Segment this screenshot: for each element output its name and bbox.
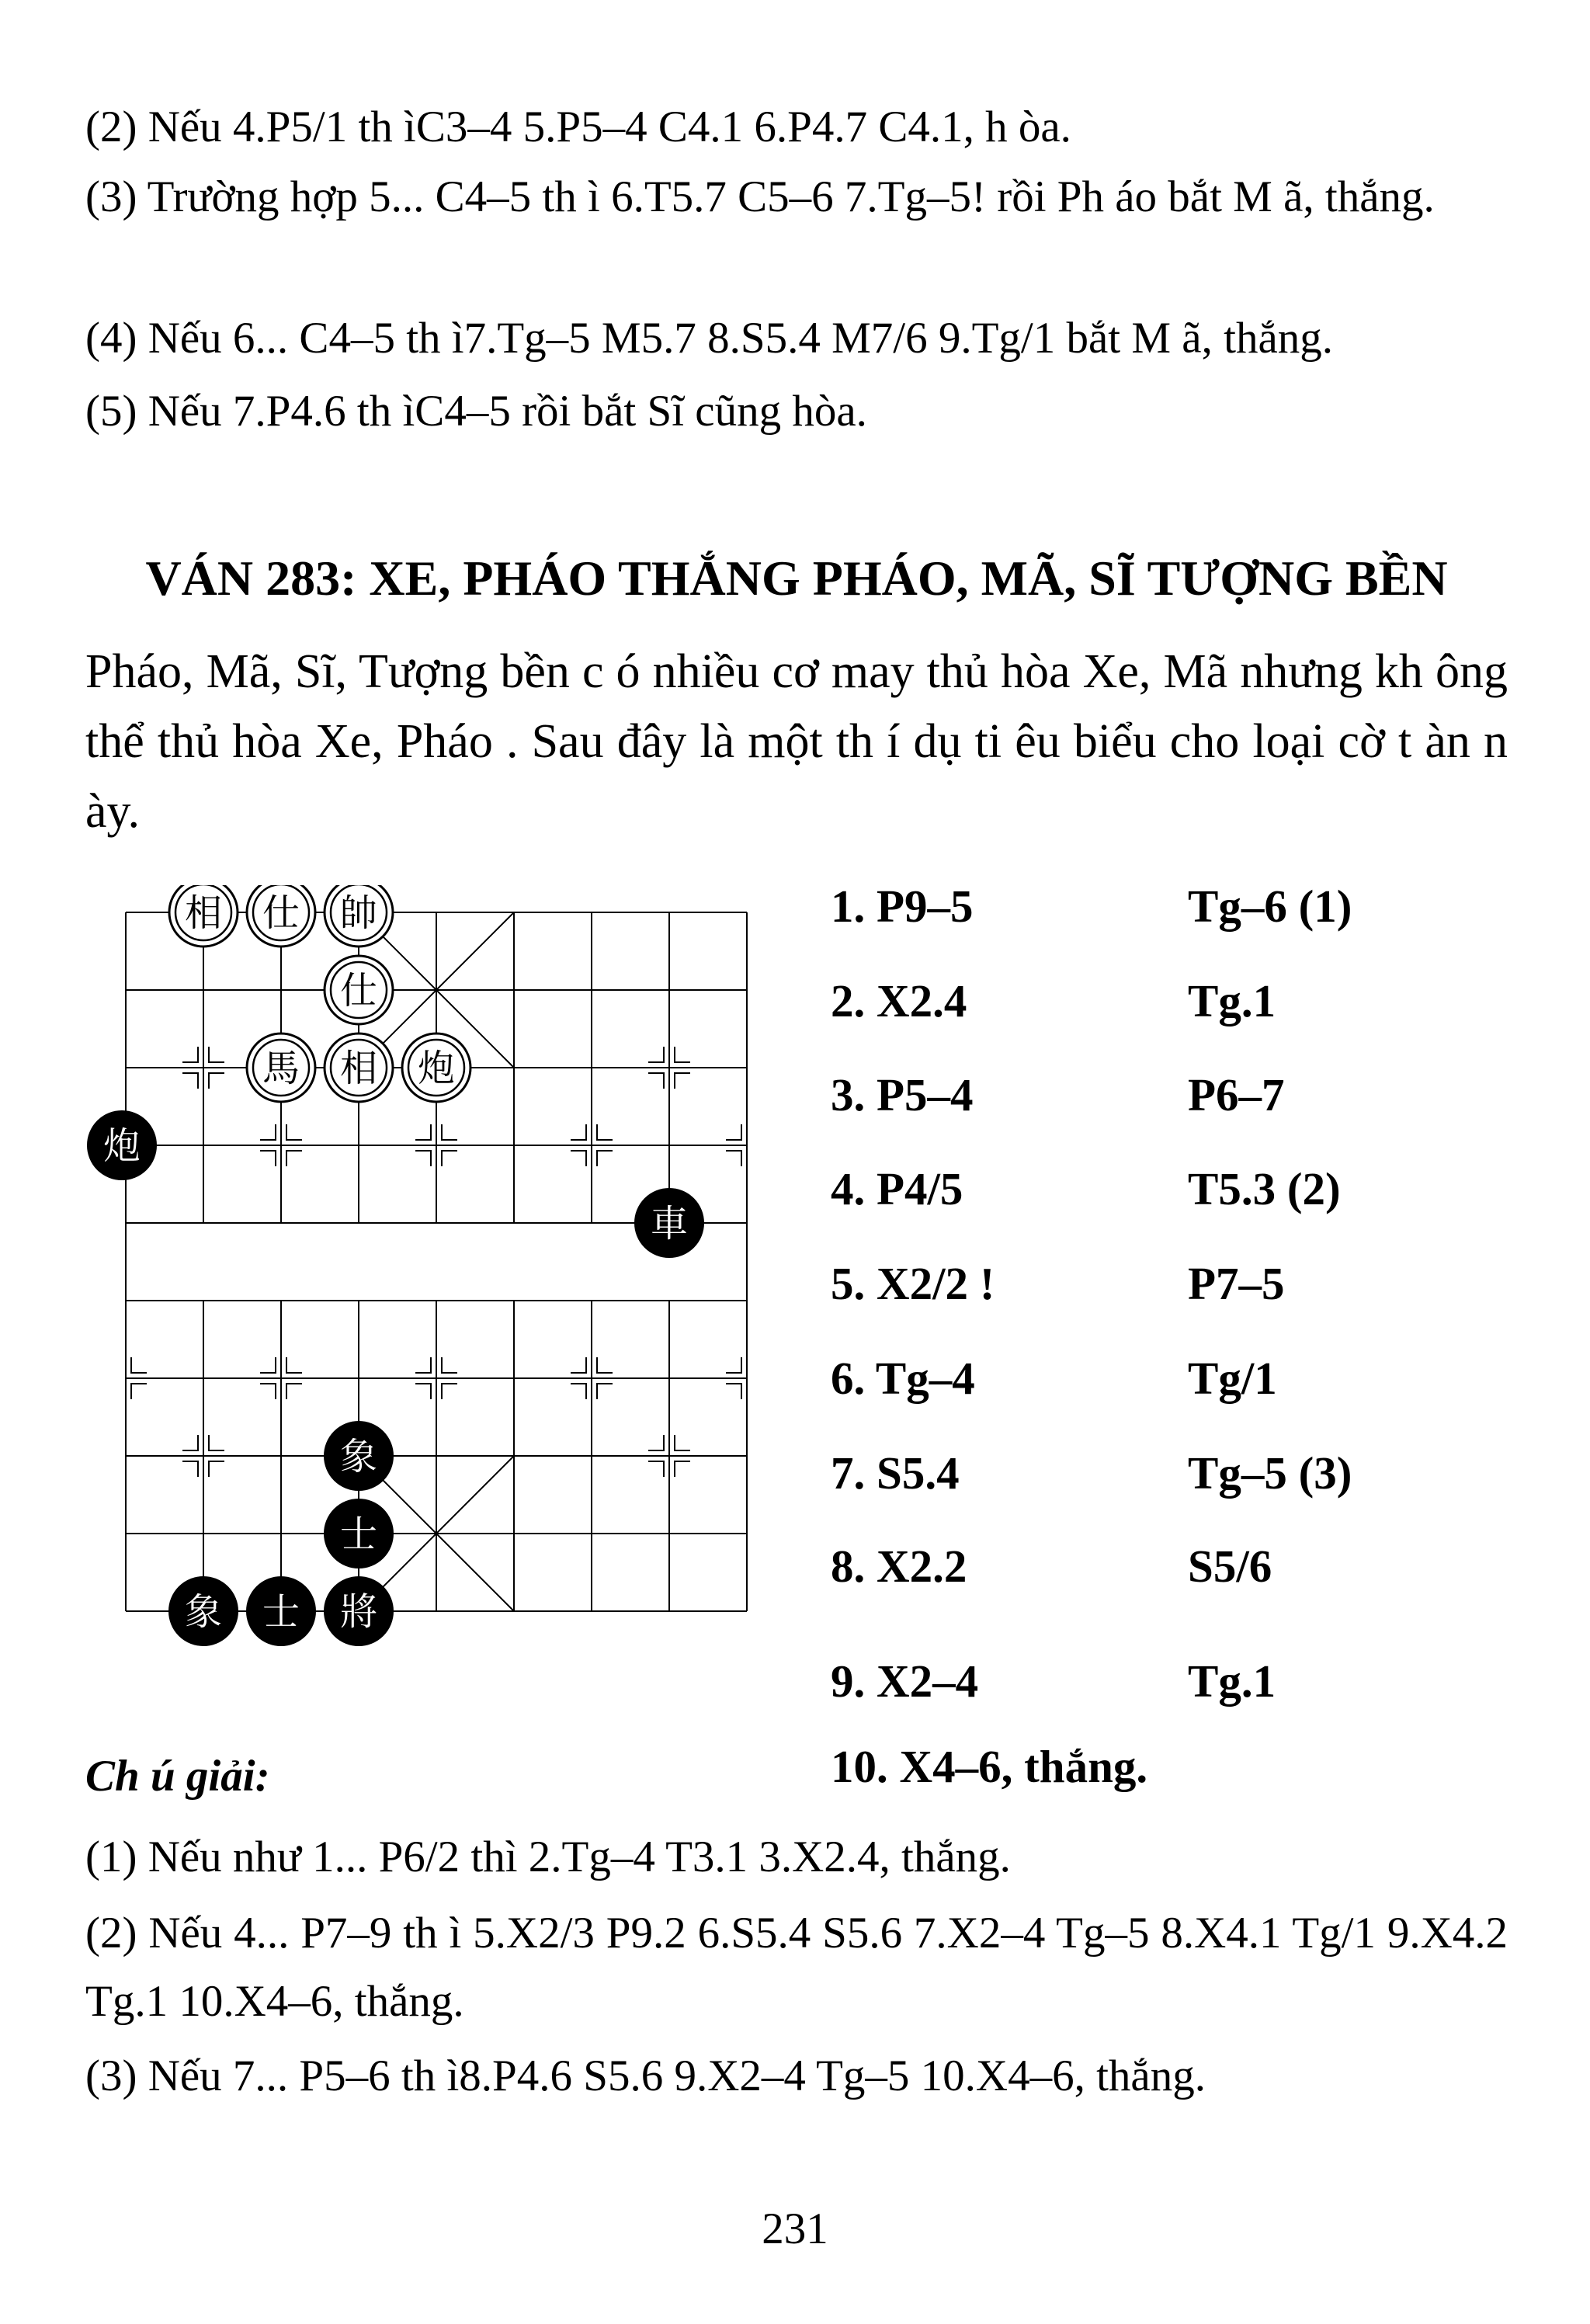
point-marker xyxy=(182,1461,198,1477)
piece-label: 馬 xyxy=(262,1047,300,1090)
game-heading: VÁN 283: XE, PHÁO THẮNG PHÁO, MÃ, SĨ TƯỢNG BỀN xyxy=(145,551,1448,606)
note-bottom-1: (1) Nếu như 1... P6/2 thì 2.Tg–4 T3.1 3.X2.4, thắng. xyxy=(85,1832,1011,1881)
point-marker xyxy=(726,1357,741,1373)
move-black: Tg–6 (1) xyxy=(1188,881,1352,932)
point-marker xyxy=(131,1357,147,1373)
piece-label: 炮 xyxy=(102,1124,141,1168)
piece-label: 士 xyxy=(339,1513,378,1556)
black-piece xyxy=(325,1577,393,1645)
piece-label: 象 xyxy=(339,1435,378,1478)
black-piece xyxy=(635,1189,703,1257)
point-marker xyxy=(415,1357,431,1373)
black-piece xyxy=(325,1422,393,1490)
point-marker xyxy=(675,1047,690,1062)
black-piece xyxy=(169,1577,238,1645)
xiangqi-board xyxy=(78,885,761,1654)
point-marker xyxy=(726,1151,741,1166)
point-marker xyxy=(648,1461,664,1477)
point-marker xyxy=(648,1047,664,1062)
point-marker xyxy=(182,1047,198,1062)
note-top-2: (2) Nếu 4.P5/1 th ìC3–4 5.P5–4 C4.1 6.P4.7 C4.1, h òa. xyxy=(85,102,1071,151)
point-marker xyxy=(726,1384,741,1399)
black-piece xyxy=(88,1111,156,1179)
point-marker xyxy=(597,1124,613,1140)
move-white: 5. X2/2 ! xyxy=(831,1258,995,1309)
point-marker xyxy=(260,1357,276,1373)
black-piece xyxy=(247,1577,315,1645)
move-white: 3. P5–4 xyxy=(831,1069,974,1120)
point-marker xyxy=(675,1073,690,1089)
move-black: Tg.1 xyxy=(1188,975,1276,1027)
point-marker xyxy=(182,1073,198,1089)
note-top-5: (5) Nếu 7.P4.6 th ìC4–5 rồi bắt Sĩ cũng hòa. xyxy=(85,387,867,436)
page-number: 231 xyxy=(762,2204,828,2253)
move-black: Tg/1 xyxy=(1188,1353,1277,1404)
move-black: P6–7 xyxy=(1188,1069,1285,1120)
red-piece xyxy=(402,1033,470,1102)
piece-label: 炮 xyxy=(417,1047,456,1090)
move-white: 6. Tg–4 xyxy=(831,1353,975,1404)
point-marker xyxy=(260,1151,276,1166)
annotations-label: Ch ú giải: xyxy=(85,1752,270,1801)
intro-paragraph: Pháo, Mã, Sĩ, Tượng bền c ó nhiều cơ may thủ hòa Xe, Mã nhưng kh ông thể thủ hòa Xe, Pháo . Sau đây là một th í dụ ti êu biểu cho loại cờ t àn n ày. xyxy=(85,645,1508,838)
move-white: 1. P9–5 xyxy=(831,881,974,932)
note-bottom-2: (2) Nếu 4... P7–9 th ì 5.X2/3 P9.2 6.S5.4 S5.6 7.X2–4 Tg–5 8.X4.1 Tg/1 9.X4.2 Tg.1 10.X4–6, thắng. xyxy=(85,1909,1508,2026)
move-white: 2. X2.4 xyxy=(831,975,967,1027)
piece-label: 帥 xyxy=(339,891,378,935)
piece-label: 將 xyxy=(339,1590,378,1634)
note-top-3: (3) Trường hợp 5... C4–5 th ì 6.T5.7 C5–6 7.Tg–5! rồi Ph áo bắt M ã, thắng. xyxy=(85,172,1435,221)
point-marker xyxy=(726,1124,741,1140)
piece-label: 相 xyxy=(339,1047,378,1090)
point-marker xyxy=(415,1151,431,1166)
point-marker xyxy=(182,1435,198,1450)
point-marker xyxy=(209,1073,224,1089)
move-white: 9. X2–4 xyxy=(831,1655,979,1707)
red-piece xyxy=(247,885,315,947)
note-bottom-3: (3) Nếu 7... P5–6 th ì8.P4.6 S5.6 9.X2–4 Tg–5 10.X4–6, thắng. xyxy=(85,2051,1206,2100)
piece-label: 仕 xyxy=(262,891,300,935)
move-white: 10. X4–6, thắng. xyxy=(831,1741,1148,1792)
move-black: T5.3 (2) xyxy=(1188,1163,1341,1214)
red-piece xyxy=(247,1033,315,1102)
move-black: Tg.1 xyxy=(1188,1655,1276,1707)
point-marker xyxy=(286,1384,302,1399)
red-piece xyxy=(325,885,393,947)
point-marker xyxy=(442,1151,457,1166)
point-marker xyxy=(571,1151,586,1166)
point-marker xyxy=(675,1461,690,1477)
point-marker xyxy=(209,1461,224,1477)
point-marker xyxy=(442,1384,457,1399)
point-marker xyxy=(648,1073,664,1089)
red-piece xyxy=(325,956,393,1024)
move-black: S5/6 xyxy=(1188,1541,1272,1592)
point-marker xyxy=(415,1124,431,1140)
point-marker xyxy=(571,1357,586,1373)
point-marker xyxy=(209,1047,224,1062)
red-piece xyxy=(325,1033,393,1102)
point-marker xyxy=(597,1384,613,1399)
point-marker xyxy=(442,1357,457,1373)
piece-label: 車 xyxy=(650,1202,689,1245)
point-marker xyxy=(260,1384,276,1399)
point-marker xyxy=(209,1435,224,1450)
point-marker xyxy=(286,1357,302,1373)
piece-label: 相 xyxy=(184,891,223,935)
piece-label: 士 xyxy=(262,1590,300,1634)
point-marker xyxy=(597,1151,613,1166)
move-white: 4. P4/5 xyxy=(831,1163,963,1214)
point-marker xyxy=(597,1357,613,1373)
point-marker xyxy=(286,1124,302,1140)
point-marker xyxy=(571,1124,586,1140)
point-marker xyxy=(675,1435,690,1450)
move-black: Tg–5 (3) xyxy=(1188,1447,1352,1499)
move-black: P7–5 xyxy=(1188,1258,1285,1309)
point-marker xyxy=(571,1384,586,1399)
move-white: 7. S5.4 xyxy=(831,1447,960,1499)
point-marker xyxy=(648,1435,664,1450)
point-marker xyxy=(260,1124,276,1140)
piece-label: 象 xyxy=(184,1590,223,1634)
point-marker xyxy=(286,1151,302,1166)
black-piece xyxy=(325,1499,393,1568)
point-marker xyxy=(415,1384,431,1399)
piece-label: 仕 xyxy=(339,969,378,1013)
red-piece xyxy=(169,885,238,947)
move-white: 8. X2.2 xyxy=(831,1541,967,1592)
point-marker xyxy=(442,1124,457,1140)
point-marker xyxy=(131,1384,147,1399)
note-top-4: (4) Nếu 6... C4–5 th ì7.Tg–5 M5.7 8.S5.4 M7/6 9.Tg/1 bắt M ã, thắng. xyxy=(85,314,1333,363)
